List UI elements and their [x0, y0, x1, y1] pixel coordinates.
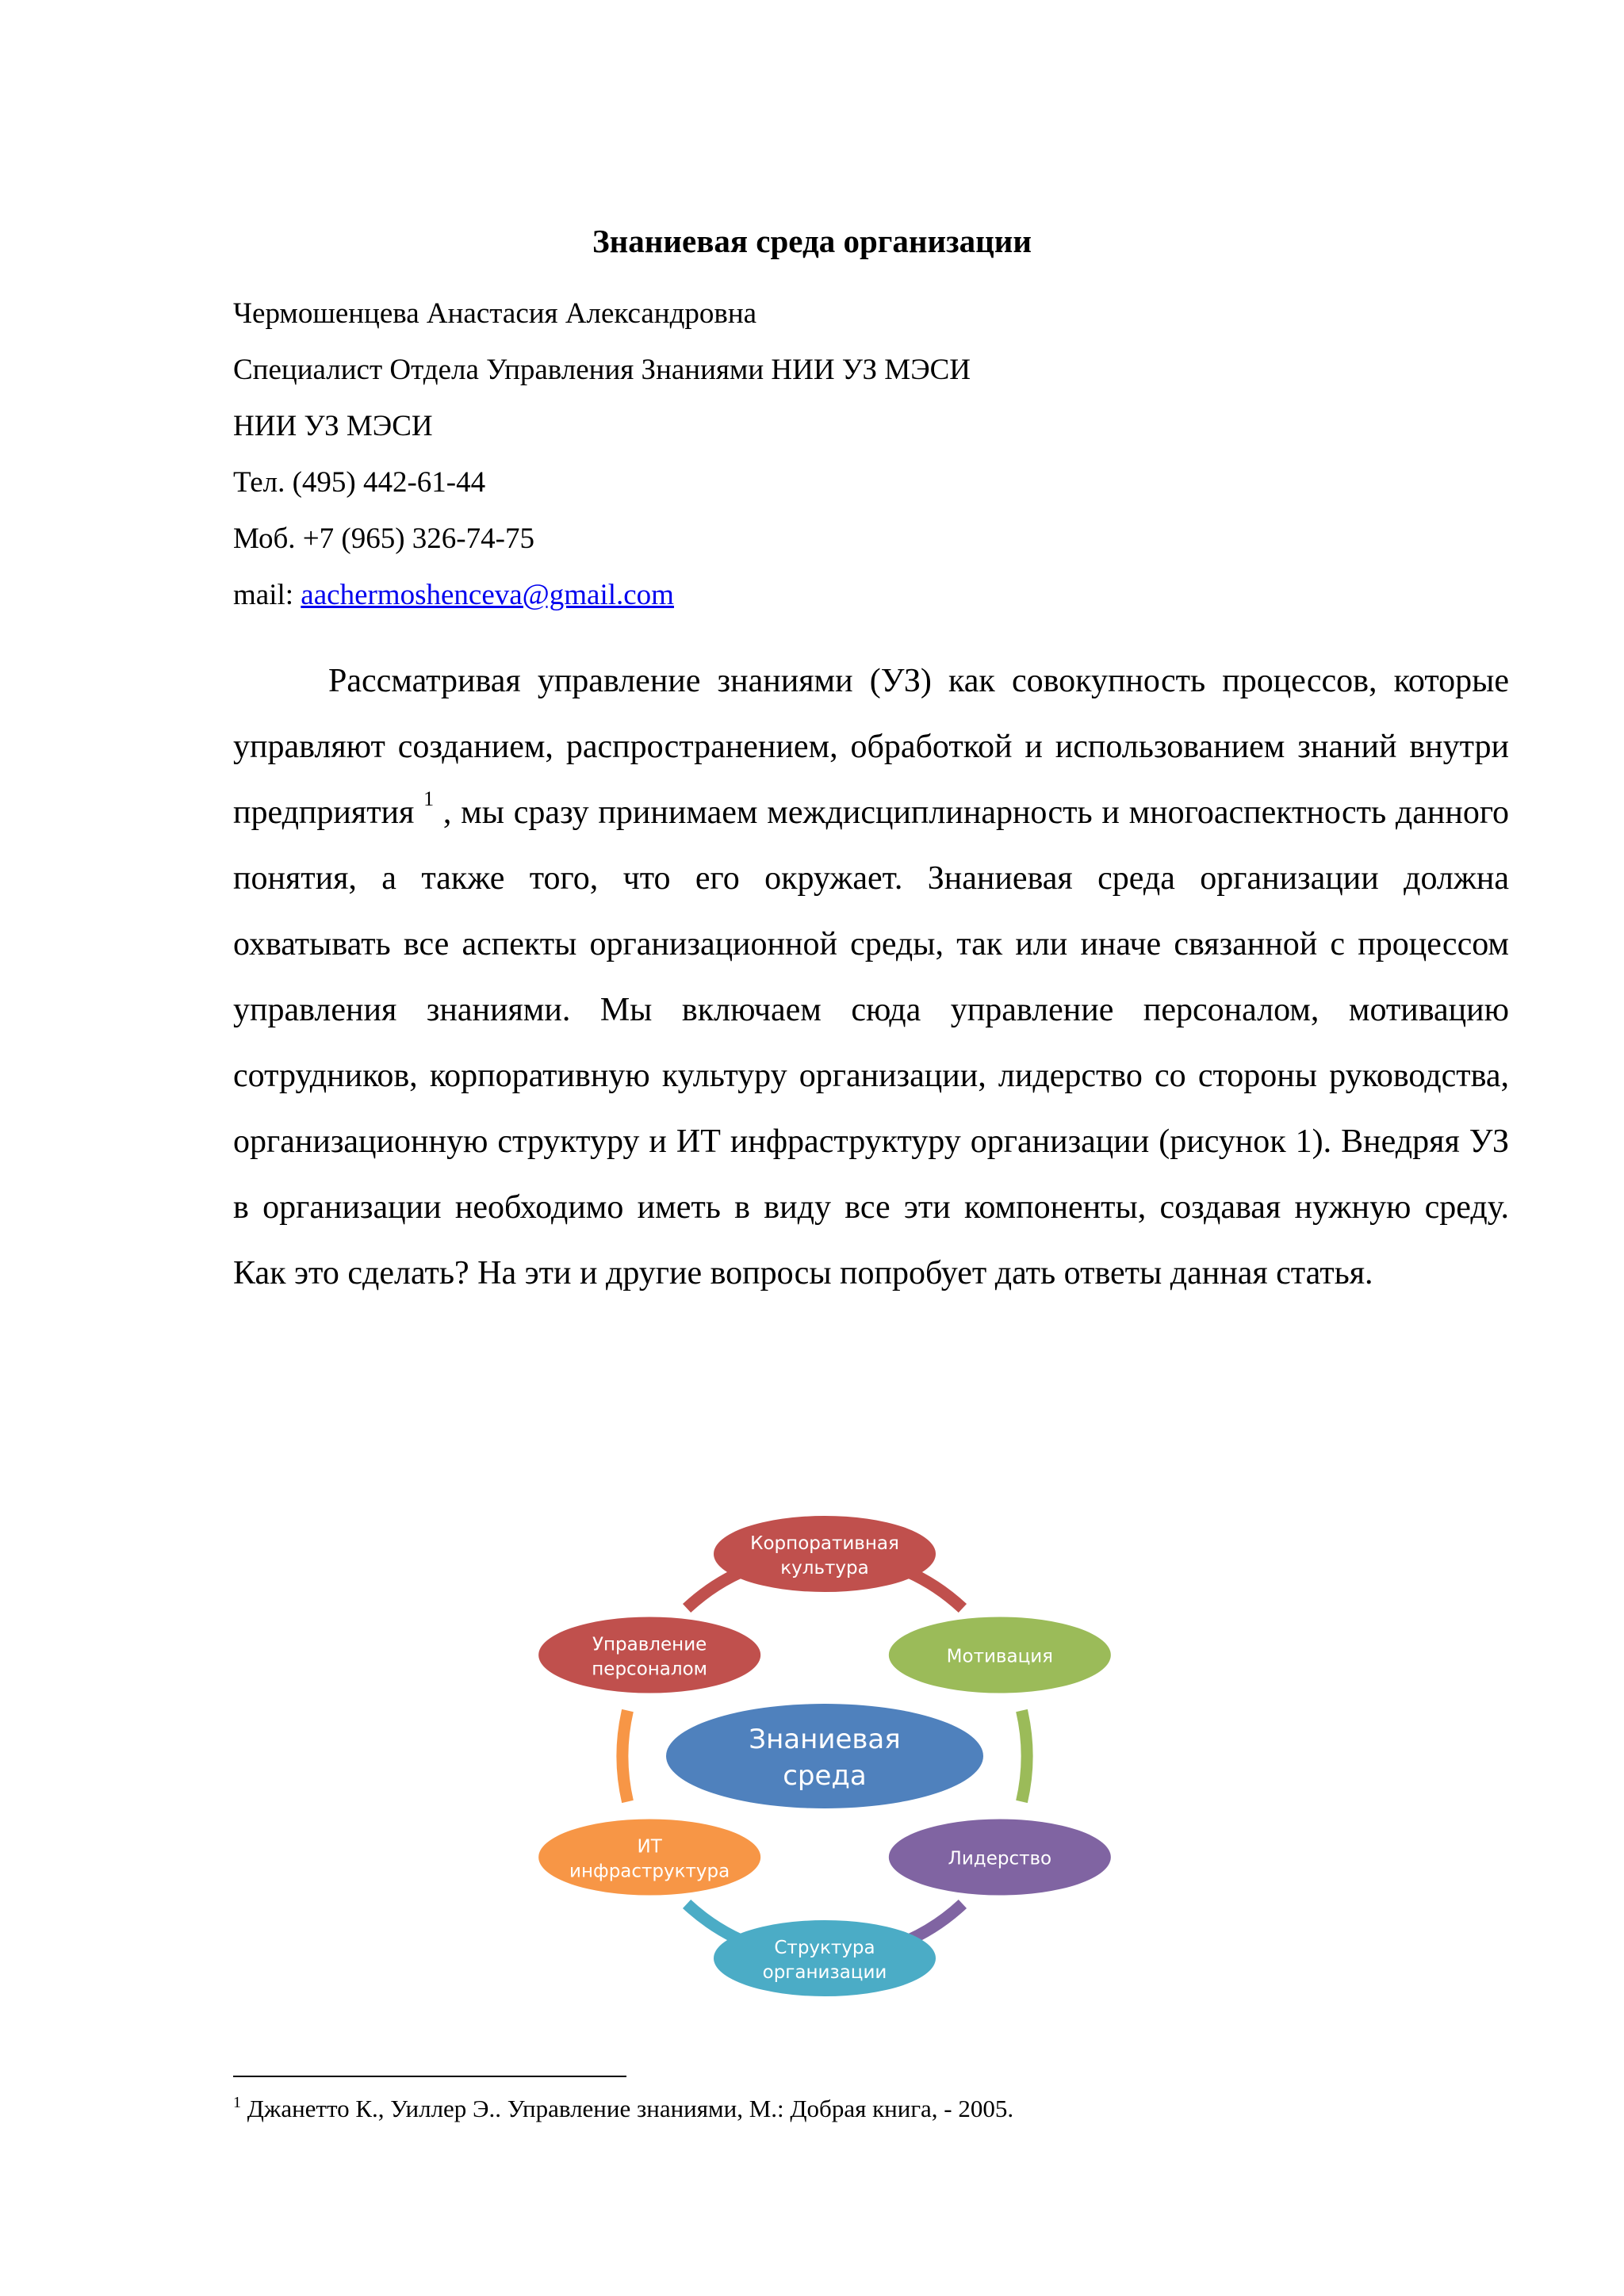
author-mobile: Моб. +7 (965) 326-74-75 — [233, 522, 534, 555]
body-text-part2: , мы сразу принимаем междисциплинарность и многоаспектность данного понятия, а также того, что его окружает. Знаниевая среда организации должна охватывать все аспекты организационной среды, так или иначе связанной с процессом управления знаниями. Мы включаем сюда управление персоналом, мотивацию сотрудников, корпоративную культуру организации, лидерство со стороны руководства, организационную структуру и ИТ инфраструктуру организации (рисунок 1). Внедряя УЗ в организации необходимо иметь в виду все эти компоненты, создавая нужную среду. Как это сделать? На эти и другие вопросы попробует дать ответы данная статья. — [233, 794, 1510, 1292]
author-info — [233, 285, 1502, 623]
author-mail-line — [233, 567, 1502, 623]
knowledge-environment-diagram — [492, 1490, 1205, 2030]
node-label: Лидерство — [948, 1848, 1052, 1869]
node-label: культура — [780, 1558, 869, 1578]
email-link[interactable]: aachermoshenceva@gmail.com — [301, 579, 674, 611]
footnote-text: Джанетто К., Уиллер Э.. Управление знаниями, М.: Добрая книга, - 2005. — [241, 2095, 1014, 2122]
body-paragraph — [233, 649, 1509, 1307]
node-it — [538, 1820, 760, 1896]
node-label: Управление — [592, 1634, 707, 1655]
diagram-center — [666, 1704, 983, 1808]
node-hr — [538, 1617, 760, 1693]
mail-label: mail: — [233, 579, 301, 611]
author-name: Чермошенцева Анастасия Александровна — [233, 297, 757, 330]
center-label: среда — [783, 1760, 867, 1792]
connector-arc — [622, 1711, 628, 1802]
article-title: Знаниевая среда организации — [592, 223, 1032, 259]
body-text-part1: Рассматривая управление знаниями (УЗ) как совокупность процессов, которые управляют созданием, распространением, обработкой и использованием знаний внутри предприятия — [233, 663, 1509, 831]
node-label: организации — [762, 1962, 887, 1983]
node-label: персоналом — [592, 1659, 708, 1680]
author-organization: НИИ УЗ МЭСИ — [233, 410, 433, 442]
node-label: Корпоративная — [750, 1533, 899, 1554]
node-structure — [714, 1920, 936, 1996]
node-leadership — [889, 1820, 1111, 1896]
author-position: Специалист Отдела Управления Знаниями НИИ УЗ МЭСИ — [233, 354, 971, 386]
footnote-number: 1 — [233, 2094, 241, 2111]
footnote-reference[interactable]: 1 — [423, 787, 435, 810]
footnote-separator — [233, 2076, 626, 2077]
node-label: Мотивация — [946, 1646, 1054, 1667]
node-label: инфраструктура — [569, 1861, 730, 1882]
node-label: ИТ — [637, 1836, 662, 1858]
node-label: Структура — [774, 1938, 875, 1958]
footnote — [233, 2093, 1502, 2125]
diagram-canvas — [492, 1490, 1205, 2030]
author-phone: Тел. (495) 442-61-44 — [233, 466, 486, 499]
center-label: Знаниевая — [749, 1724, 901, 1755]
node-motivation — [889, 1617, 1111, 1693]
connector-arc — [1022, 1711, 1028, 1802]
node-culture — [714, 1516, 936, 1592]
